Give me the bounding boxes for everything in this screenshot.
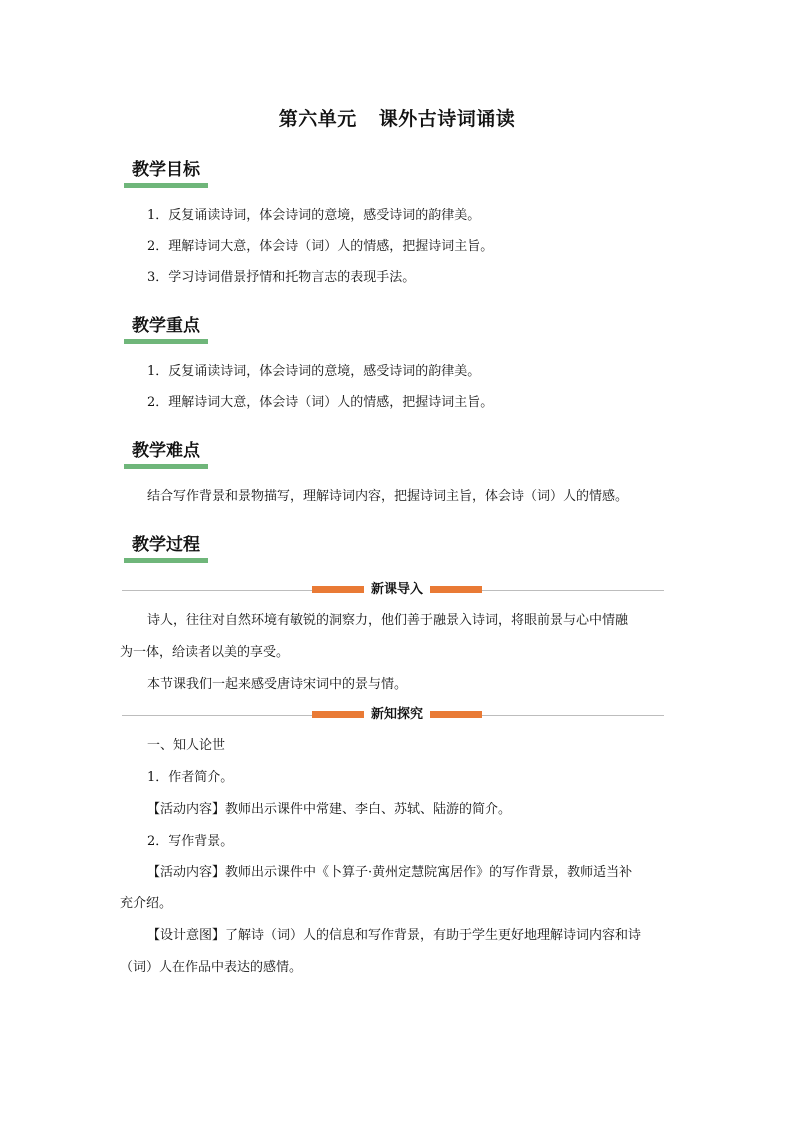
page-title	[0, 104, 794, 131]
goal-item-2: 2．理解诗词大意，体会诗（词）人的情感，把握诗词主旨。	[147, 239, 494, 254]
heading-underline	[124, 558, 208, 563]
design-intent-line: （词）人在作品中表达的感情。	[120, 960, 303, 975]
divider-explore	[122, 705, 664, 725]
list-item-author: 1．作者简介。	[147, 770, 234, 785]
design-intent-line: 【设计意图】了解诗（词）人的信息和写作背景，有助于学生更好地理解诗词内容和诗	[147, 928, 642, 943]
section-heading-goals: 教学目标	[124, 158, 208, 188]
title-unit: 第六单元	[278, 108, 357, 130]
heading-underline	[124, 464, 208, 469]
intro-paragraph: 本节课我们一起来感受唐诗宋词中的景与情。	[147, 677, 408, 692]
sub-heading: 一、知人论世	[147, 738, 226, 753]
goal-item-1: 1．反复诵读诗词，体会诗词的意境，感受诗词的韵律美。	[147, 208, 481, 223]
activity-content-line: 【活动内容】教师出示课件中《卜算子·黄州定慧院寓居作》的写作背景，教师适当补	[147, 865, 633, 880]
key-point-item-2: 2．理解诗词大意，体会诗（词）人的情感，把握诗词主旨。	[147, 395, 494, 410]
key-point-item-1: 1．反复诵读诗词，体会诗词的意境，感受诗词的韵律美。	[147, 364, 481, 379]
intro-paragraph-line: 诗人，往往对自然环境有敏锐的洞察力，他们善于融景入诗词，将眼前景与心中情融	[147, 613, 629, 628]
list-item-background: 2．写作背景。	[147, 834, 234, 849]
title-topic: 课外古诗词诵读	[378, 108, 516, 130]
section-heading-process: 教学过程	[124, 533, 208, 563]
heading-underline	[124, 183, 208, 188]
section-heading-key-points: 教学重点	[124, 314, 208, 344]
difficulty-text: 结合写作背景和景物描写，理解诗词内容，把握诗词主旨，体会诗（词）人的情感。	[147, 489, 629, 504]
divider-label: 新课导入	[364, 580, 430, 600]
divider-label: 新知探究	[364, 705, 430, 725]
section-heading-difficulties: 教学难点	[124, 439, 208, 469]
activity-content: 【活动内容】教师出示课件中常建、李白、苏轼、陆游的简介。	[147, 802, 512, 817]
intro-paragraph-line: 为一体，给读者以美的享受。	[120, 645, 290, 660]
activity-content-line: 充介绍。	[120, 896, 173, 911]
divider-intro	[122, 580, 664, 600]
heading-underline	[124, 339, 208, 344]
goal-item-3: 3．学习诗词借景抒情和托物言志的表现手法。	[147, 270, 416, 285]
